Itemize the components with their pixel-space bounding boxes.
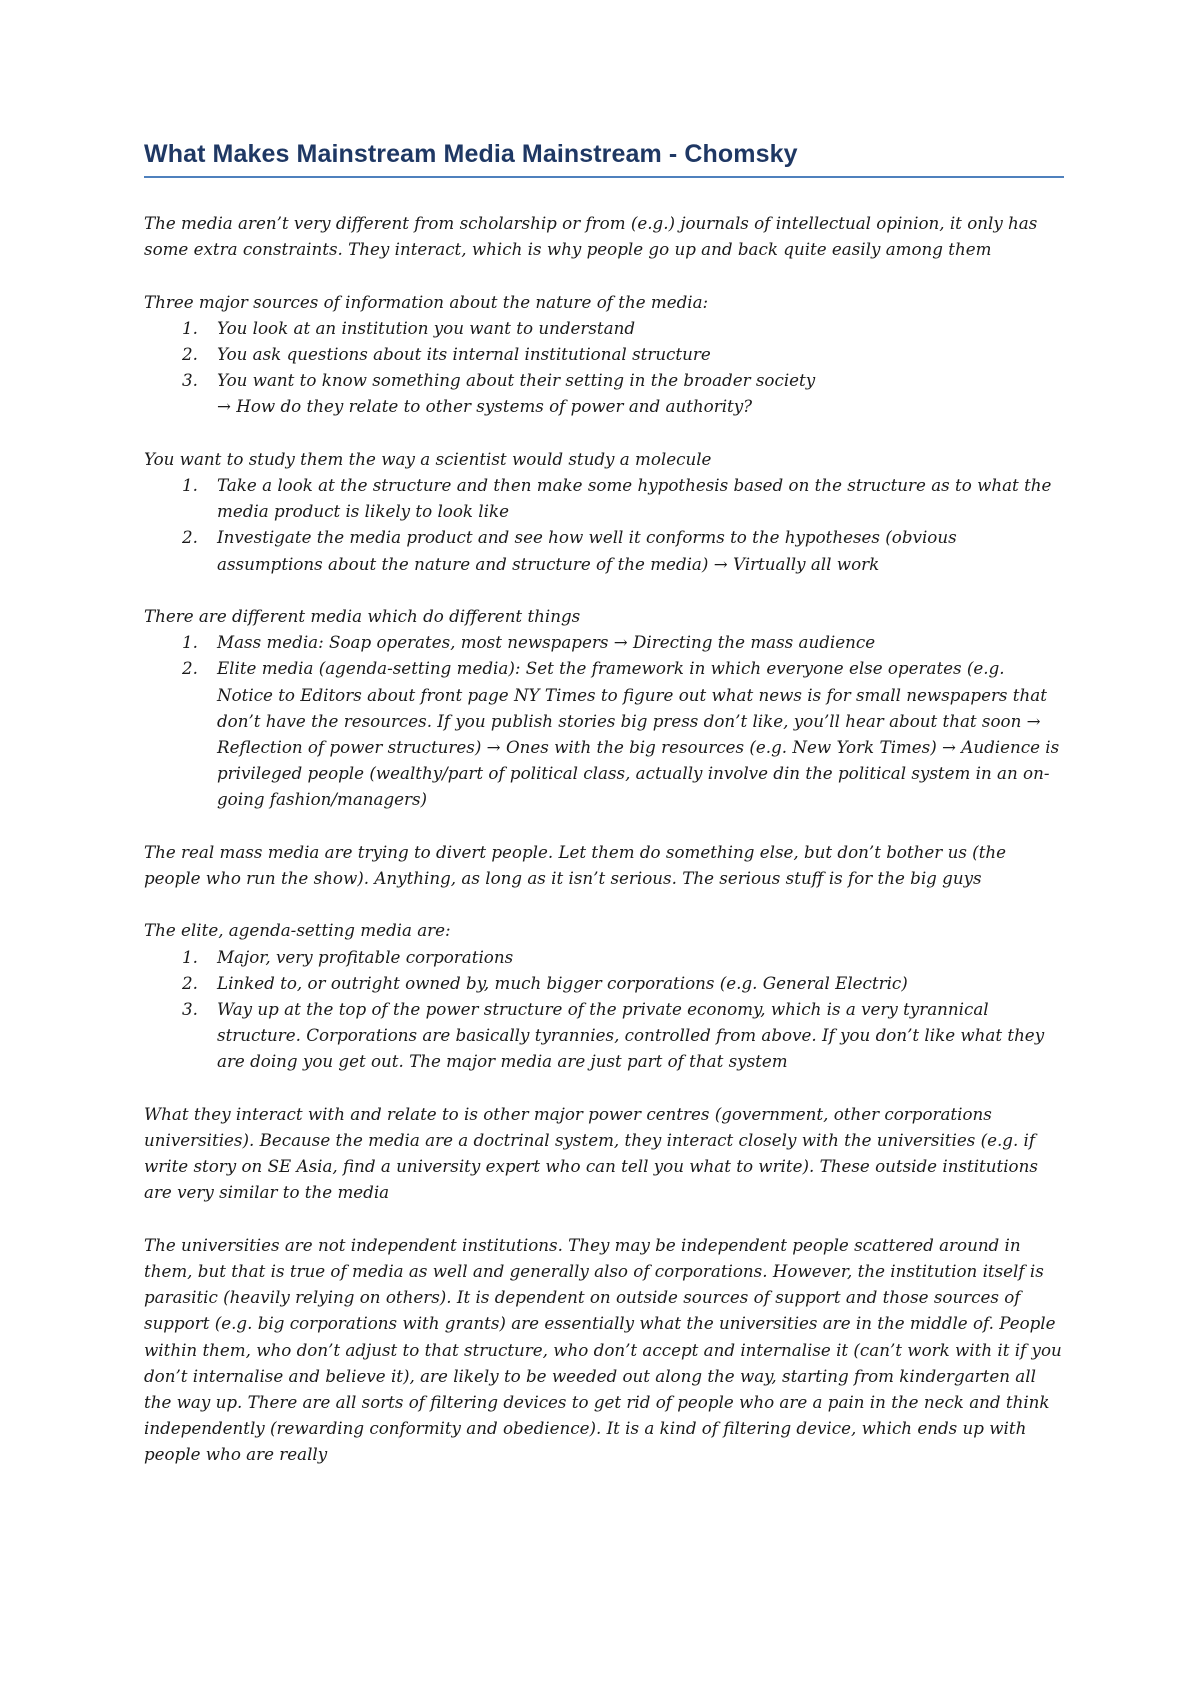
document-page xyxy=(144,140,1064,1494)
numbered-list xyxy=(144,629,1064,812)
paragraph: The media aren’t very different from scholarship or from (e.g.) journals of intellectual opinion, it only has some extra constraints. They interact, which is why people go up and back quite easily among them xyxy=(144,213,1038,260)
numbered-list xyxy=(144,944,1064,1075)
list-number: 2. xyxy=(182,527,198,548)
paragraph: The universities are not independent institutions. They may be independent people scattered around in them, but that is true of media as well and generally also of corporations. However, the institution itself is parasitic (heavily relying on others). It is dependent on outside sources of support and those sources of support (e.g. big corporations with grants) are essentially what the universities are in the middle of. People within them, who don’t adjust to that structure, who don’t accept and internalise it (can’t work with it if you don’t internalise and believe it), are likely to be weeded out along the way, starting from kindergarten all the way up. There are all sorts of filtering devices to get rid of people who are a pain in the neck and think independently (rewarding conformity and obedience). It is a kind of filtering device, which ends up with people who are really xyxy=(144,1234,1062,1465)
list-number: 1. xyxy=(182,632,198,653)
list-item xyxy=(144,315,1064,341)
list-item-text: Take a look at the structure and then make some hypothesis based on the structure as to what the media product is likely to look like xyxy=(217,475,1052,522)
numbered-list xyxy=(144,315,1064,420)
list-item-text: Major, very profitable corporations xyxy=(217,946,514,967)
list-number: 2. xyxy=(182,972,198,993)
paragraph: You want to study them the way a scientist would study a molecule xyxy=(144,448,712,469)
list-item xyxy=(144,996,1064,1075)
list-item-text: Mass media: Soap operates, most newspapers → Directing the mass audience xyxy=(217,632,876,653)
paragraph: The elite, agenda-setting media are: xyxy=(144,920,451,941)
paragraph: Three major sources of information about the nature of the media: xyxy=(144,291,709,312)
list-item xyxy=(144,341,1064,367)
list-item-text: You ask questions about its internal institutional structure xyxy=(217,344,711,364)
list-item xyxy=(144,524,1064,576)
list-item-subline: → How do they relate to other systems of power and authority? xyxy=(217,396,753,417)
list-number: 1. xyxy=(182,475,198,495)
list-item xyxy=(144,970,1064,996)
paragraph: The real mass media are trying to divert people. Let them do something else, but don’t bother us (the people who run the show). Anything, as long as it isn’t serious. The serious stuff is for the big guys xyxy=(144,841,1007,889)
list-item xyxy=(144,944,1064,970)
paragraph: What they interact with and relate to is other major power centres (government, other corporations universities). Because the media are a doctrinal system, they interact closely with the universities (e.g. if write story on SE Asia, find a university expert who can tell you what to write). These outside institutions are very similar to the media xyxy=(144,1103,1038,1203)
document-title: What Makes Mainstream Media Mainstream - Chomsky xyxy=(144,140,1064,178)
list-item xyxy=(144,367,1064,419)
list-number: 1. xyxy=(182,946,198,967)
list-item xyxy=(144,472,1064,524)
list-item xyxy=(144,629,1064,655)
list-number: 2. xyxy=(182,658,198,679)
list-item-text: Elite media (agenda-setting media): Set the framework in which everyone else operates (e.g. Notice to Editors about front page NY Times to figure out what news is for small newspapers that don’t have the resources. If you publish stories big press don’t like, you’ll hear about that soon → Reflection of power structures) → Ones with the big resources (e.g. New York Times) → Audience is privileged people (wealthy/part of political class, actually involve din the political system in an on-going fashion/managers) xyxy=(217,658,1060,810)
list-number: 3. xyxy=(182,999,198,1020)
list-item-text: Way up at the top of the power structure of the private economy, which is a very tyrannical structure. Corporations are basically tyrannies, controlled from above. If you don’t like what they are doing you get out. The major media are just part of that system xyxy=(217,999,1045,1072)
list-number: 2. xyxy=(182,344,198,364)
list-item-text: Investigate the media product and see how well it conforms to the hypotheses (obvious assumptions about the nature and structure of the media) → Virtually all work xyxy=(217,527,957,574)
list-item xyxy=(144,655,1064,812)
list-item-text: You look at an institution you want to understand xyxy=(217,317,636,338)
numbered-list xyxy=(144,472,1064,577)
document-body xyxy=(144,210,1064,1468)
paragraph: There are different media which do different things xyxy=(144,606,581,626)
list-number: 1. xyxy=(182,317,198,338)
list-number: 3. xyxy=(182,370,198,391)
list-item-text: Linked to, or outright owned by, much bigger corporations (e.g. General Electric) xyxy=(217,972,908,993)
list-item-text: You want to know something about their setting in the broader society xyxy=(217,370,816,391)
